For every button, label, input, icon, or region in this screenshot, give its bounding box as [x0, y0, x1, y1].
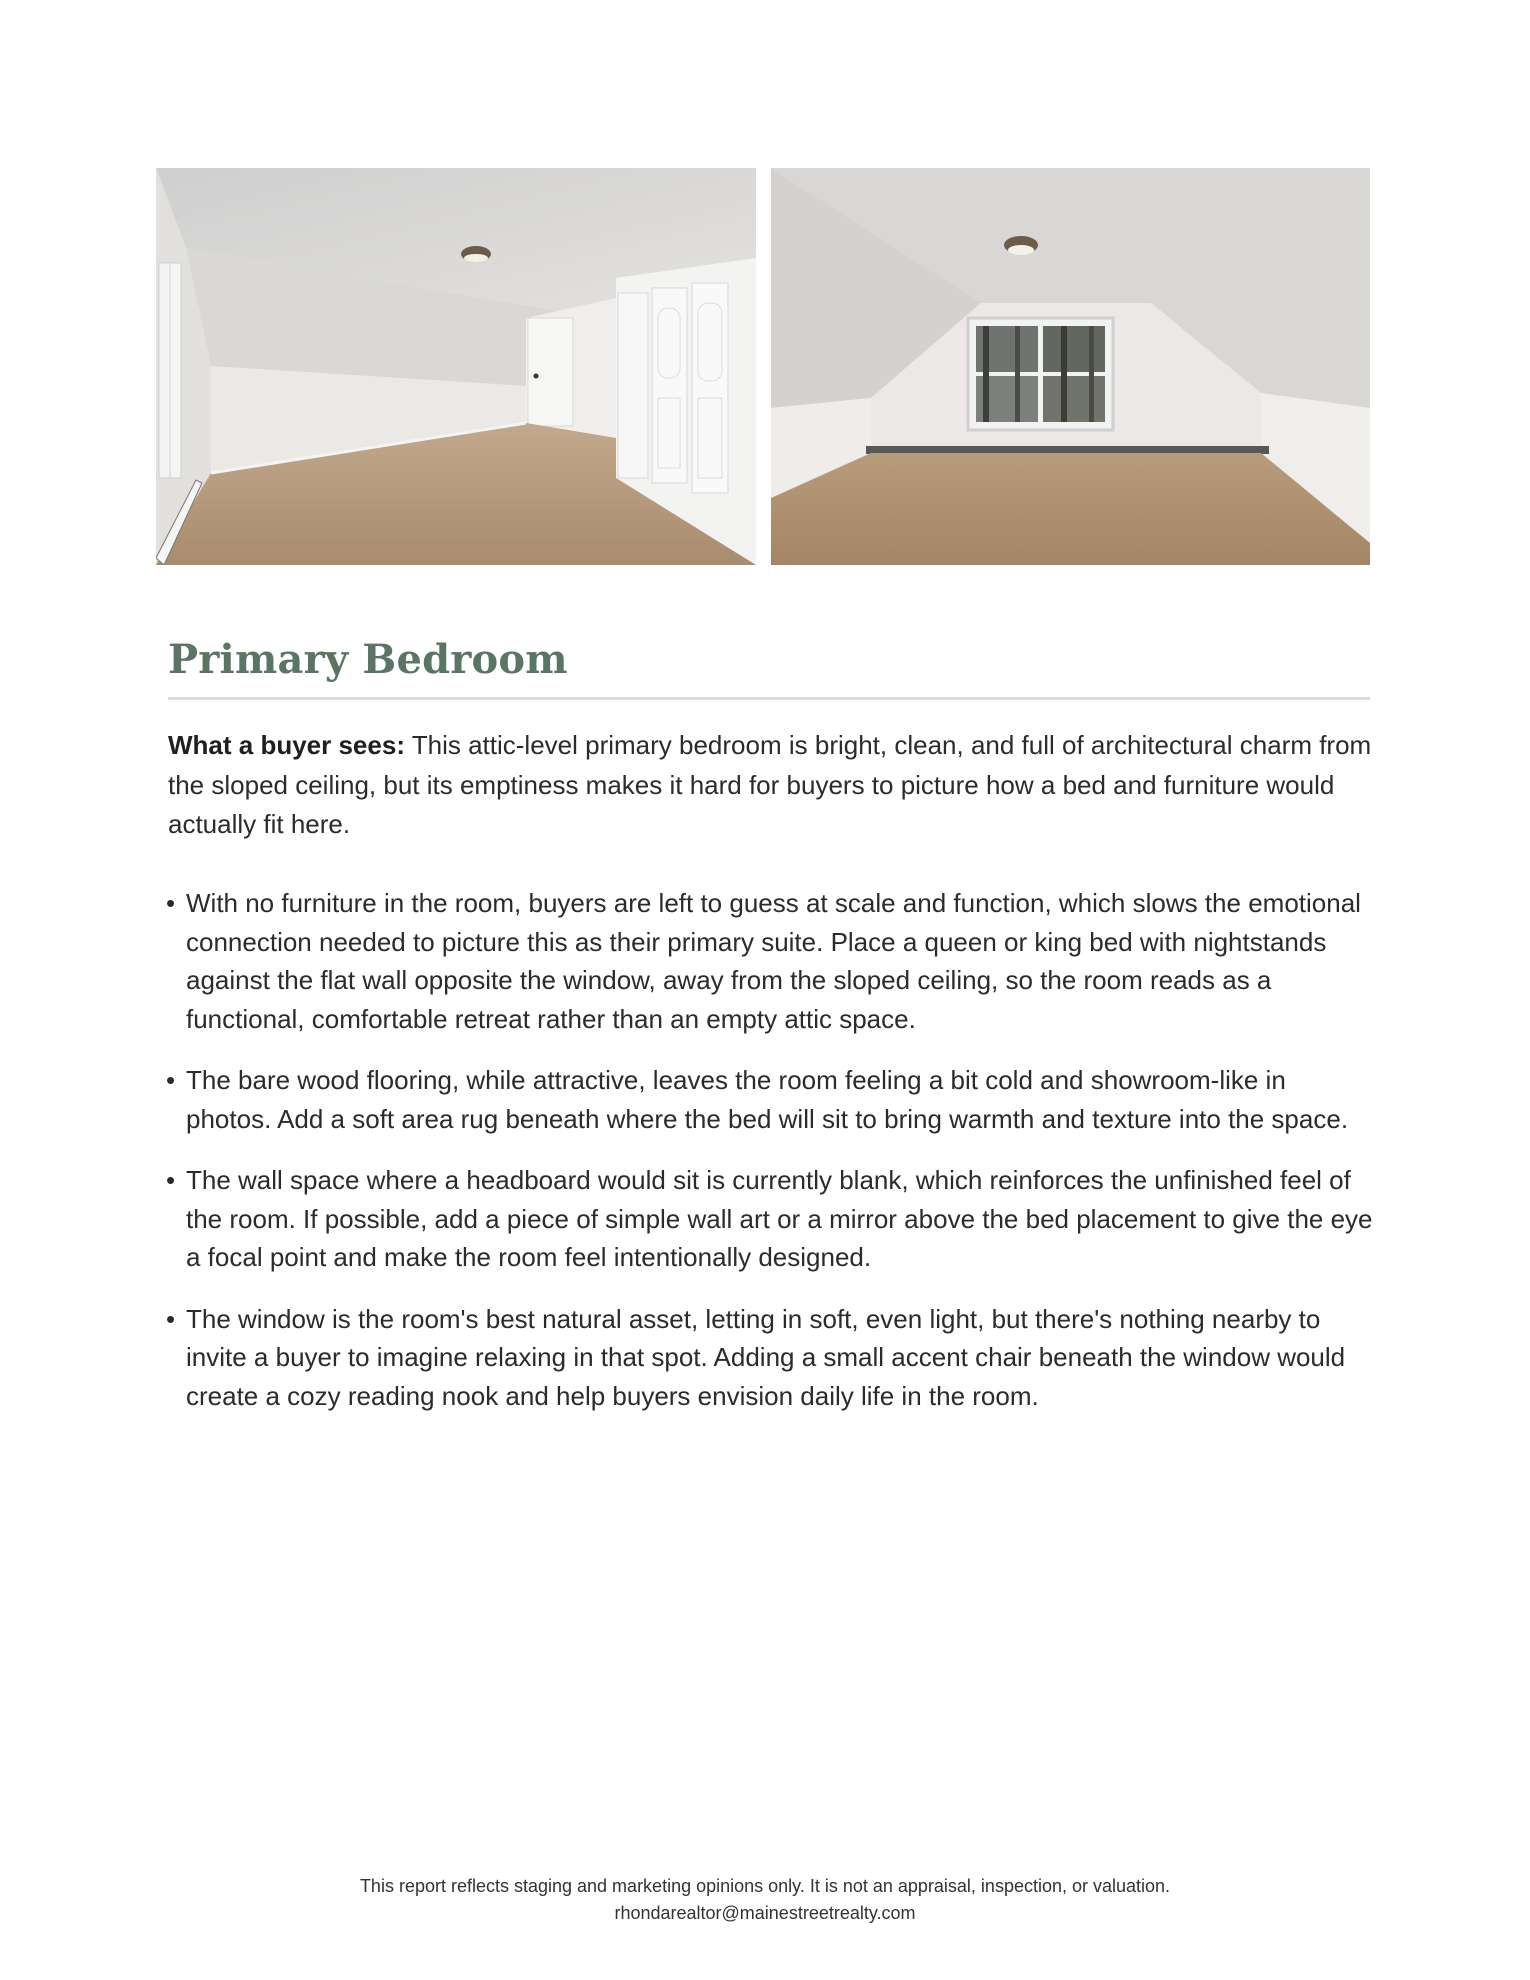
photo-gallery	[156, 168, 1370, 565]
bedroom-photo-closet-view	[156, 168, 756, 565]
list-item	[166, 1061, 1378, 1138]
section-title: Primary Bedroom	[168, 636, 568, 683]
bedroom-photo-window-view	[771, 168, 1370, 565]
list-item	[166, 884, 1378, 1038]
intro-paragraph	[168, 726, 1378, 845]
bullet-icon: •	[166, 1303, 176, 1334]
list-item	[166, 1300, 1378, 1416]
bullet-icon: •	[166, 888, 176, 918]
list-item-text: The bare wood flooring, while attractive, leaves the room feeling a bit cold and showroom-like in photos. Add a soft area rug beneath where the bed will sit to bring warmth and texture into the space.	[186, 1065, 1349, 1134]
list-item	[166, 1161, 1378, 1277]
recommendation-list	[166, 884, 1378, 1438]
bullet-icon: •	[166, 1165, 176, 1195]
list-item-text: The wall space where a headboard would sit is currently blank, which reinforces the unfinished feel of the room. If possible, add a piece of simple wall art or a mirror above the bed placement to give the eye a focal point and make the room feel intentionally designed.	[186, 1165, 1373, 1272]
title-divider	[168, 697, 1370, 700]
list-item-text: The window is the room's best natural asset, letting in soft, even light, but there's nothing nearby to invite a buyer to imagine relaxing in that spot. Adding a small accent chair beneath the window would create a cozy reading nook and help buyers envision daily life in the room.	[186, 1303, 1346, 1411]
bullet-icon: •	[166, 1065, 176, 1095]
footer-email: rhondarealtor@mainestreetrealty.com	[614, 1903, 916, 1923]
page-footer	[0, 1873, 1530, 1927]
intro-lead: What a buyer sees:	[168, 730, 405, 760]
intro-text: This attic-level primary bedroom is bright, clean, and full of architectural charm from the sloped ceiling, but its emptiness makes it hard for buyers to picture how a bed and furniture would actually fit here.	[168, 730, 1372, 839]
footer-disclaimer: This report reflects staging and marketing opinions only. It is not an appraisal, inspection, or valuation.	[359, 1876, 1171, 1896]
list-item-text: With no furniture in the room, buyers are left to guess at scale and function, which slows the emotional connection needed to picture this as their primary suite. Place a queen or king bed with nightstands against the flat wall opposite the window, away from the sloped ceiling, so the room reads as a functional, comfortable retreat rather than an empty attic space.	[186, 888, 1361, 1034]
